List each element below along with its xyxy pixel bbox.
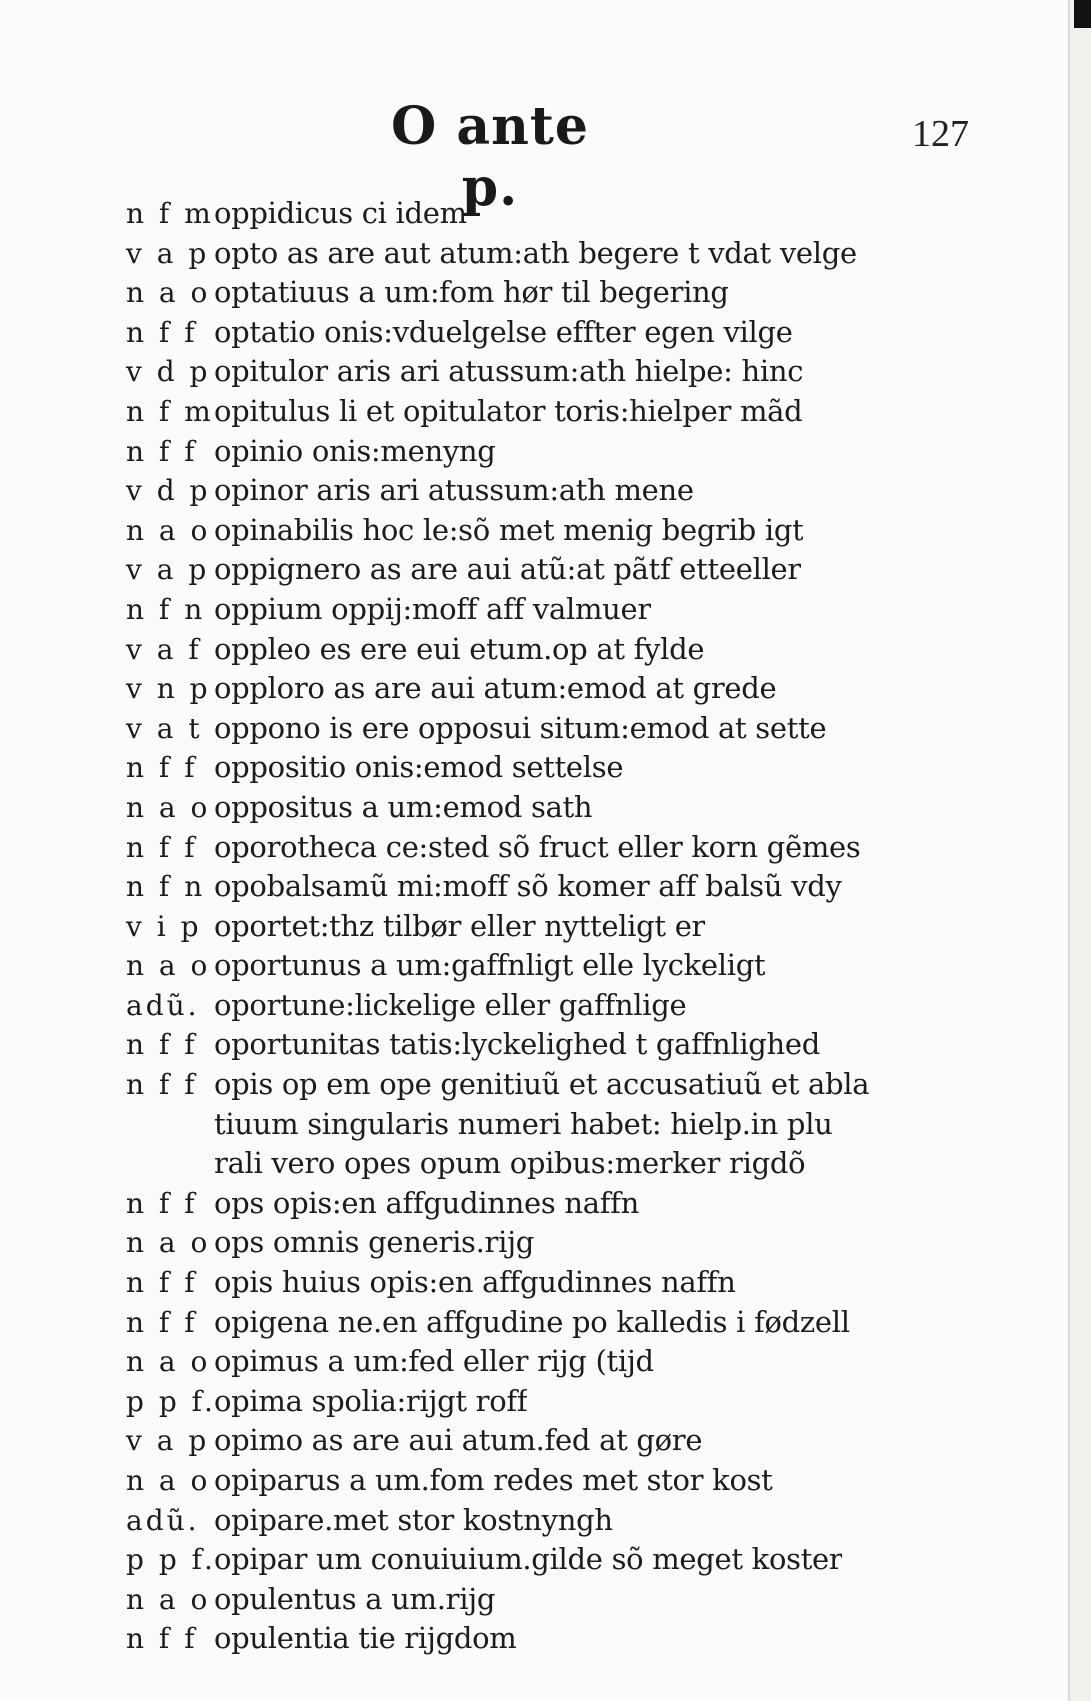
running-header: O ante p. xyxy=(390,96,589,218)
dictionary-entry xyxy=(126,909,906,949)
grammar-code: n f n xyxy=(126,592,206,626)
grammar-code: n a o xyxy=(126,1345,211,1379)
grammar-code: v i p xyxy=(126,909,202,943)
dictionary-entry xyxy=(126,1621,906,1661)
grammar-code: n a o xyxy=(126,513,211,547)
dictionary-entry xyxy=(126,315,906,355)
dictionary-entry xyxy=(126,711,906,751)
entry-text: optatiuus a um:fom hør til begering xyxy=(214,275,729,310)
entry-text: oppidicus ci idem xyxy=(214,196,467,230)
entry-text: opulentus a um.rijg xyxy=(214,1581,496,1616)
grammar-code: v n p xyxy=(126,672,211,706)
dictionary-entry xyxy=(126,1423,906,1463)
grammar-code: p p f. xyxy=(126,1543,216,1577)
entry-text: oppleo es ere eui etum.op at fylde xyxy=(214,631,705,666)
dictionary-entry xyxy=(126,632,906,672)
grammar-code: n a o xyxy=(126,949,211,983)
dictionary-entry xyxy=(126,1225,906,1265)
entry-text: opto as are aut atum:ath begere t vdat velge xyxy=(214,235,857,270)
entry-text: oppositio onis:emod settelse xyxy=(214,750,624,785)
dictionary-entry xyxy=(126,1305,906,1345)
grammar-code: n a o xyxy=(126,1464,211,1497)
grammar-code: n a o xyxy=(126,1226,211,1260)
grammar-code: n f f xyxy=(126,1028,198,1062)
grammar-code: n f f xyxy=(126,315,198,349)
grammar-code: n f m xyxy=(126,197,214,230)
entry-text: opitulus li et opitulator toris:hielper mãd xyxy=(214,393,803,428)
grammar-code: n f f xyxy=(126,1068,198,1102)
entry-text: opploro as are aui atum:emod at grede xyxy=(214,671,777,706)
entry-text: oppono is ere opposui situm:emod at sette xyxy=(214,710,827,745)
dictionary-entry xyxy=(126,1384,906,1424)
dictionary-entry xyxy=(126,750,906,790)
page-gutter xyxy=(1068,0,1091,1701)
dictionary-entry xyxy=(126,394,906,434)
entry-text: opinabilis hoc le:sõ met menig begrib igt xyxy=(214,512,804,547)
grammar-code: v a p xyxy=(126,236,210,270)
entry-text: opitulor aris ari atussum:ath hielpe: hinc xyxy=(214,354,804,389)
entry-text: oportet:thz tilbør eller nytteligt er xyxy=(214,908,706,943)
dictionary-entry xyxy=(126,196,906,236)
dictionary-entry xyxy=(126,473,906,513)
dictionary-entry xyxy=(126,1107,906,1147)
entry-text: oppositus a um:emod sath xyxy=(214,789,593,824)
dictionary-entry xyxy=(126,1186,906,1226)
dictionary-entries xyxy=(126,196,906,1661)
dictionary-entry xyxy=(126,790,906,830)
grammar-code: v a p xyxy=(126,1424,210,1458)
dictionary-entry xyxy=(126,988,906,1028)
entry-text: opis op em ope genitiuũ et accusatiuũ et abla xyxy=(214,1067,870,1102)
dictionary-entry xyxy=(126,1582,906,1622)
entry-text: ops omnis generis.rijg xyxy=(214,1225,535,1260)
dictionary-entry xyxy=(126,1542,906,1582)
grammar-code: n f f xyxy=(126,1622,198,1656)
grammar-code: n f f xyxy=(126,1266,198,1300)
entry-text: oporotheca ce:sted sõ fruct eller korn gẽmes xyxy=(214,829,861,864)
entry-text: opimus a um:fed eller rijg (tijd xyxy=(214,1344,654,1379)
entry-text: rali vero opes opum opibus:merker rigdõ xyxy=(214,1146,806,1181)
dictionary-entry xyxy=(126,1344,906,1384)
grammar-code: p p f. xyxy=(126,1384,216,1418)
grammar-code: n f f xyxy=(126,434,198,468)
entry-text: opulentia tie rijgdom xyxy=(214,1621,517,1656)
entry-text: oportune:lickelige eller gaffnlige xyxy=(214,987,687,1022)
entry-text: opipar um conuiuium.gilde sõ meget koster xyxy=(214,1542,843,1577)
entry-text: tiuum singularis numeri habet: hielp.in plu xyxy=(214,1106,833,1141)
dictionary-entry xyxy=(126,1503,906,1543)
entry-text: opis huius opis:en affgudinnes naffn xyxy=(214,1265,736,1300)
dictionary-entry xyxy=(126,513,906,553)
entry-text: opiparus a um.fom redes met stor kost xyxy=(214,1463,773,1497)
dictionary-entry xyxy=(126,552,906,592)
grammar-code: n f f xyxy=(126,1305,198,1339)
entry-text: oportunus a um:gaffnligt elle lyckeligt xyxy=(214,948,766,983)
dictionary-entry xyxy=(126,671,906,711)
dictionary-entry xyxy=(126,1463,906,1503)
entry-text: opigena ne.en affgudine po kalledis i fødzell xyxy=(214,1304,850,1339)
grammar-code: v d p xyxy=(126,474,211,508)
grammar-code: v a p xyxy=(126,553,210,587)
grammar-code: n f m xyxy=(126,394,214,428)
grammar-code: adũ. xyxy=(126,1503,200,1537)
dictionary-entry xyxy=(126,592,906,632)
grammar-code: n a o xyxy=(126,276,211,310)
grammar-code: n a o xyxy=(126,1582,211,1616)
entry-text: optatio onis:vduelgelse effter egen vilge xyxy=(214,314,793,349)
entry-text: opinor aris ari atussum:ath mene xyxy=(214,473,694,508)
grammar-code: n f n xyxy=(126,870,206,904)
grammar-code: n f f xyxy=(126,1186,198,1220)
dictionary-entry xyxy=(126,434,906,474)
dictionary-entry xyxy=(126,236,906,276)
grammar-code: v a t xyxy=(126,711,203,745)
grammar-code: n a o xyxy=(126,790,211,824)
grammar-code: n f f xyxy=(126,830,198,864)
page-number: 127 xyxy=(912,113,969,155)
grammar-code: v a f xyxy=(126,632,202,666)
dictionary-entry xyxy=(126,1067,906,1107)
entry-text: opinio onis:menyng xyxy=(214,433,496,468)
entry-text: opipare.met stor kostnyngh xyxy=(214,1502,613,1537)
entry-text: oportunitas tatis:lyckelighed t gaffnlighed xyxy=(214,1027,821,1062)
entry-text: opimo as are aui atum.fed at gøre xyxy=(214,1423,703,1458)
dictionary-entry xyxy=(126,869,906,909)
grammar-code: adũ. xyxy=(126,988,200,1022)
scan-edge-mark xyxy=(1074,0,1091,28)
grammar-code: n f f xyxy=(126,751,198,785)
dictionary-entry xyxy=(126,948,906,988)
entry-text: opobalsamũ mi:moff sõ komer aff balsũ vdy xyxy=(214,869,842,904)
entry-text: oppignero as are aui atũ:at pãtf etteeller xyxy=(214,552,801,587)
dictionary-entry xyxy=(126,830,906,870)
entry-text: oppium oppij:moff aff valmuer xyxy=(214,591,651,626)
entry-text: ops opis:en affgudinnes naffn xyxy=(214,1185,639,1220)
dictionary-entry xyxy=(126,275,906,315)
dictionary-entry xyxy=(126,354,906,394)
grammar-code: v d p xyxy=(126,355,211,389)
dictionary-entry xyxy=(126,1027,906,1067)
dictionary-entry xyxy=(126,1265,906,1305)
entry-text: opima spolia:rijgt roff xyxy=(214,1383,528,1418)
dictionary-entry xyxy=(126,1146,906,1186)
